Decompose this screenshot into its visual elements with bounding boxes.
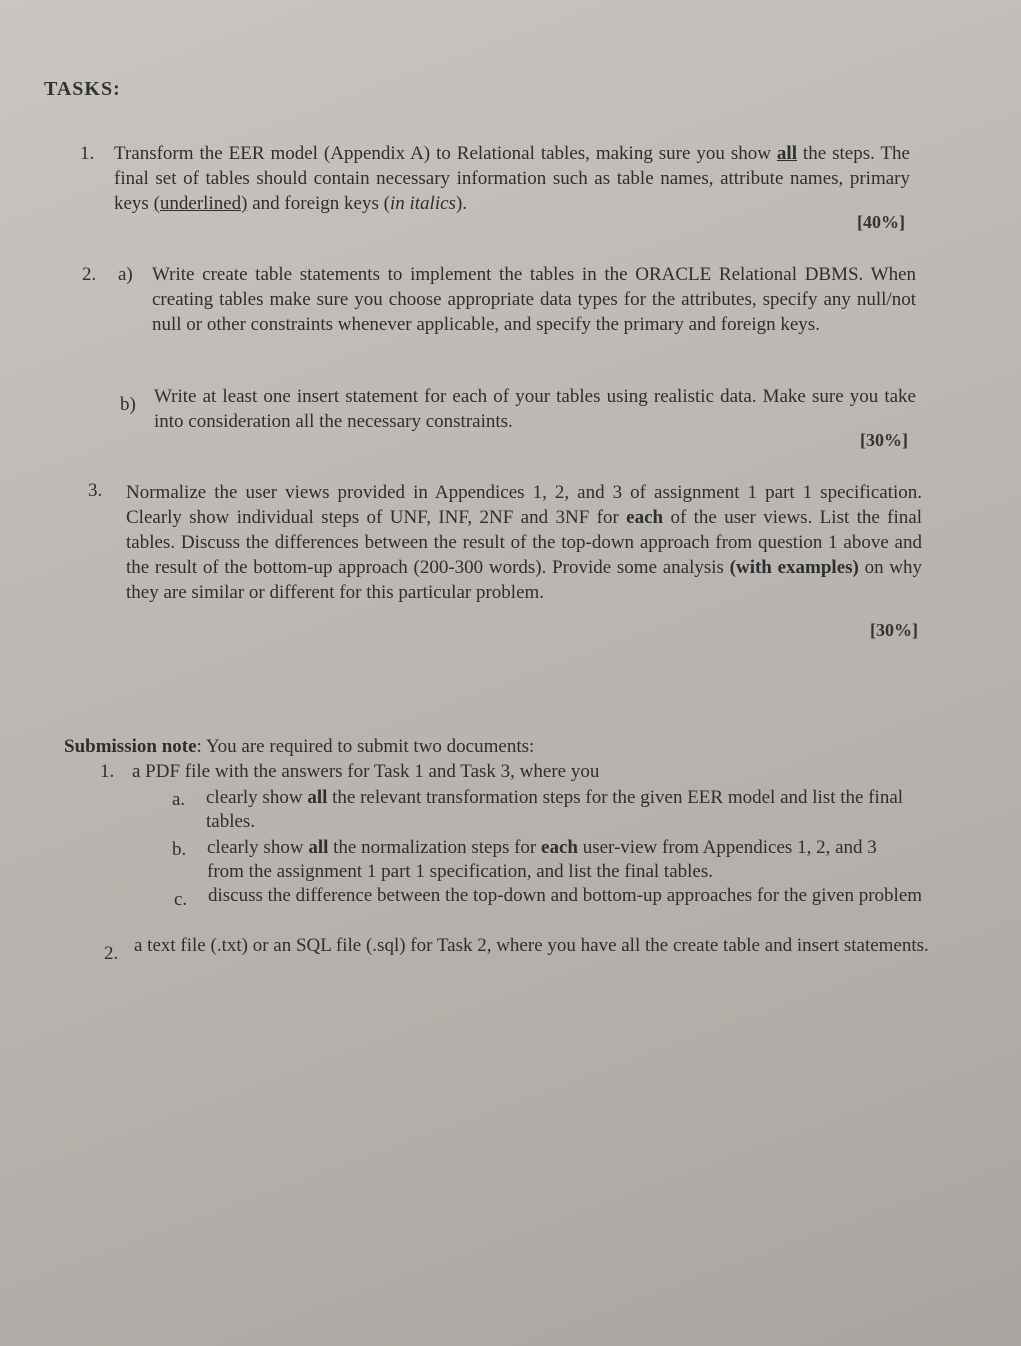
task-2a-label: a) bbox=[118, 264, 133, 285]
task-2a-text: Write create table statements to implement the tables in the ORACLE Relational DBMS. When creating tables make sure you choose appropriate data types for the attributes, specify any null/not null or other constraints whenever applicable, and specify the primary and foreign keys. bbox=[152, 264, 916, 335]
task-2-number: 2. bbox=[82, 264, 97, 285]
task-1-text: Transform the EER model (Appendix A) to Relational tables, making sure you show all the steps. The final set of tables should contain necessary information such as table names, attribute names, primary keys (underlined) and foreign keys (in italics). bbox=[114, 143, 910, 214]
submission-note bbox=[64, 734, 944, 994]
task-2 bbox=[82, 262, 922, 462]
task-3-number: 3. bbox=[88, 480, 103, 501]
task-3-text: Normalize the user views provided in Appendices 1, 2, and 3 of assignment 1 part 1 specification. Clearly show individual steps of UNF, INF, 2NF and 3NF for each of the user views. List the final tables. Discuss the differences between the result of the top-down approach from question 1 above and the result of the bottom-up approach (200-300 words). Provide some analysis (with examples) on why they are similar or different for this particular problem. bbox=[126, 482, 922, 603]
submission-sub-c-label: c. bbox=[174, 889, 188, 910]
submission-item-1-number: 1. bbox=[100, 761, 115, 782]
task-3 bbox=[88, 478, 926, 638]
italics-example: in italics bbox=[389, 193, 456, 214]
submission-sub-a-label: a. bbox=[172, 789, 186, 810]
page-heading: TASKS: bbox=[44, 78, 121, 100]
task-2b-text: Write at least one insert statement for each of your tables using realistic data. Make sure you take into consideration all the necessary constraints. bbox=[154, 386, 916, 432]
task-1-mark: [40%] bbox=[857, 212, 905, 232]
submission-label: Submission note bbox=[64, 736, 197, 757]
submission-sub-b-text: clearly show all the normalization steps for each user-view from Appendices 1, 2, and 3 from the assignment 1 part 1 specification, and list the final tables. bbox=[207, 837, 877, 882]
task-2-mark: [30%] bbox=[860, 430, 908, 450]
submission-sub-a-text: clearly show all the relevant transformation steps for the given EER model and list the final tables. bbox=[206, 787, 904, 832]
task-1-number: 1. bbox=[80, 143, 95, 164]
underlined-example: (underlined) bbox=[153, 193, 248, 214]
emphasis-all: all bbox=[776, 143, 797, 164]
submission-item-1-text: a PDF file with the answers for Task 1 and Task 3, where you bbox=[132, 761, 600, 782]
submission-item-2-text: a text file (.txt) or an SQL file (.sql) for Task 2, where you have all the create table and insert statements. bbox=[134, 935, 929, 956]
submission-intro: Submission note: You are required to submit two documents: bbox=[64, 736, 535, 757]
task-1 bbox=[80, 141, 915, 231]
submission-sub-c-text: discuss the difference between the top-down and bottom-up approaches for the given problem bbox=[208, 885, 923, 906]
task-2b-label: b) bbox=[120, 394, 136, 415]
submission-item-2-number: 2. bbox=[104, 943, 119, 964]
submission-sub-b-label: b. bbox=[172, 839, 187, 860]
emphasis-each: each bbox=[626, 507, 664, 528]
task-3-mark: [30%] bbox=[870, 620, 918, 640]
emphasis-with-examples: (with examples) bbox=[729, 557, 859, 578]
